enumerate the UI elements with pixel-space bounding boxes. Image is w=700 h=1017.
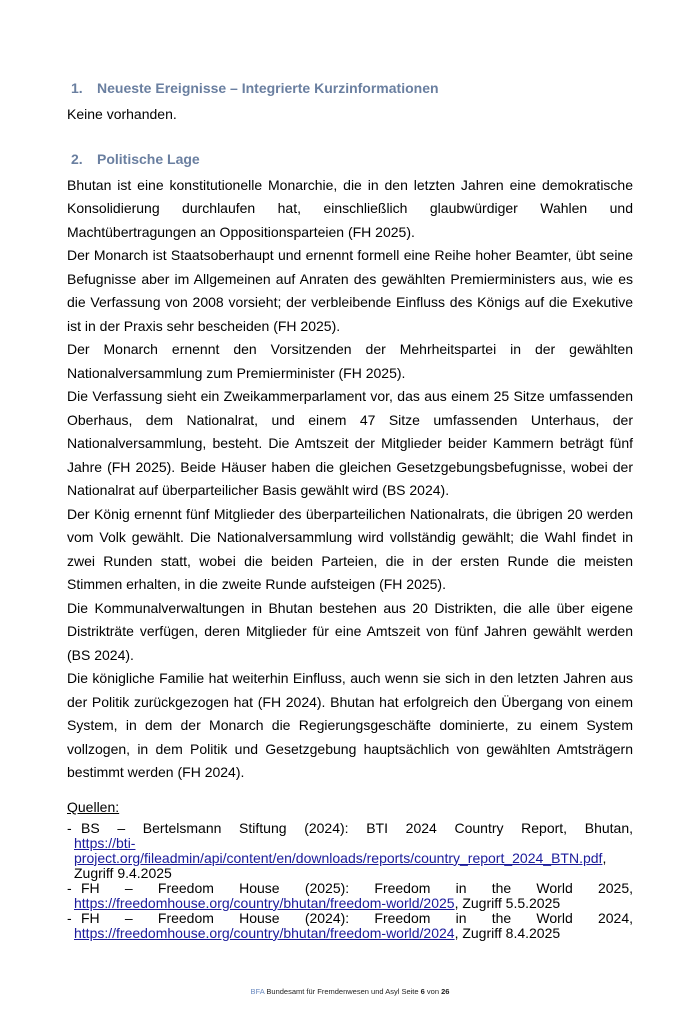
sources-title: Quellen: [67, 798, 120, 815]
paragraph: Bhutan ist eine konstitutionelle Monarchie, die in den letzten Jahren eine demokratische Konsolidierung durchlaufen hat, einschließlich glaubwürdiger Wahlen und Machtübertragungen an Oppositionsparteien (FH 2025). [67, 176, 633, 240]
list-dash: - [67, 819, 72, 836]
paragraph: Die königliche Familie hat weiterhin Einfluss, auch wenn sie sich in den letzten Jahren aus der Politik zurückgezogen hat (FH 2024). Bhutan hat erfolgreich den Übergang von einem System, in dem der Monarch die Regierungsgeschäfte dominierte, zu einem System vollzogen, in dem Politik und Gesetzgebung hauptsächlich von gewählten Amtsträgern bestimmt werden (FH 2024). [67, 670, 633, 781]
paragraph: Der Monarch ernennt den Vorsitzenden der Mehrheitspartei in der gewählten Nationalversammlung zum Premierminister (FH 2025). [67, 341, 633, 381]
section-number: 1. [71, 80, 83, 96]
paragraph: Die Kommunalverwaltungen in Bhutan bestehen aus 20 Distrikten, die alle über eigene Distrikträte verfügen, deren Mitglieder für eine Amtszeit von fünf Jahren gewählt werden (BS 2024). [67, 599, 633, 663]
source-citation: FH – Freedom House (2025): Freedom in the World 2025, [81, 879, 633, 896]
source-link[interactable]: https://freedomhouse.org/country/bhutan/freedom-world/2024 [74, 924, 455, 941]
source-item [67, 881, 633, 911]
source-access-date: , Zugriff 8.4.2025 [454, 924, 561, 941]
paragraph: Der Monarch ist Staatsoberhaupt und ernennt formell eine Reihe hoher Beamter, übt seine Befugnisse aber im Allgemeinen auf Anraten des gewählten Premierministers aus, wie es die Verfassung von 2008 vorsieht; der verbleibende Einfluss des Königs auf die Exekutive ist in der Praxis sehr bescheiden (FH 2025). [67, 247, 633, 334]
section-body [67, 174, 633, 785]
section-heading [71, 79, 633, 97]
section-title: Politische Lage [97, 150, 200, 167]
paragraph: Die Verfassung sieht ein Zweikammerparlament vor, das aus einem 25 Sitze umfassenden Oberhaus, dem Nationalrat, und einem 47 Sitze umfassenden Unterhaus, der Nationalversammlung, besteht. Die Amtszeit der Mitglieder beider Kammern beträgt fünf Jahre (FH 2025). Beide Häuser haben die gleichen Gesetzgebungsbefugnisse, wobei der Nationalrat auf überparteilicher Basis gewählt wird (BS 2024). [67, 388, 633, 499]
footer-separator: von [424, 986, 442, 996]
page-total: 26 [441, 986, 450, 996]
source-item [67, 821, 633, 881]
section-title: Neueste Ereignisse – Integrierte Kurzinformationen [97, 80, 439, 96]
source-access-date: , Zugriff 9.4.2025 [74, 849, 607, 881]
paragraph: Der König ernennt fünf Mitglieder des überparteilichen Nationalrats, die übrigen 20 werden vom Volk gewählt. Die Nationalversammlung wird vollständig gewählt; die Wahl findet in zwei Runden statt, wobei die beiden Parteien, die in der ersten Runde die meisten Stimmen erhalten, in die zweite Runde aufsteigen (FH 2025). [67, 505, 633, 593]
section-content: Keine vorhanden. [67, 106, 177, 122]
list-dash: - [67, 909, 72, 926]
source-citation: FH – Freedom House (2024): Freedom in the World 2024, [81, 909, 633, 926]
list-dash: - [67, 879, 72, 896]
footer-org: Bundesamt für Fremdenwesen und Asyl Seite [264, 986, 421, 996]
source-citation: BS – Bertelsmann Stiftung (2024): BTI 2024 Country Report, Bhutan, [81, 819, 633, 836]
page-footer [0, 987, 700, 1017]
page-number: 6 [420, 986, 425, 996]
source-link[interactable]: https://bti-project.org/fileadmin/api/content/en/downloads/reports/country_report_2024_BTN.pdf [74, 834, 603, 866]
footer-brand: BFA [250, 986, 265, 996]
source-link[interactable]: https://freedomhouse.org/country/bhutan/freedom-world/2025 [74, 894, 455, 911]
document-page [67, 0, 633, 941]
section-number: 2. [71, 150, 83, 167]
source-item [67, 911, 633, 941]
sources-list [67, 795, 633, 941]
section-heading [71, 150, 633, 168]
source-access-date: , Zugriff 5.5.2025 [454, 894, 561, 911]
